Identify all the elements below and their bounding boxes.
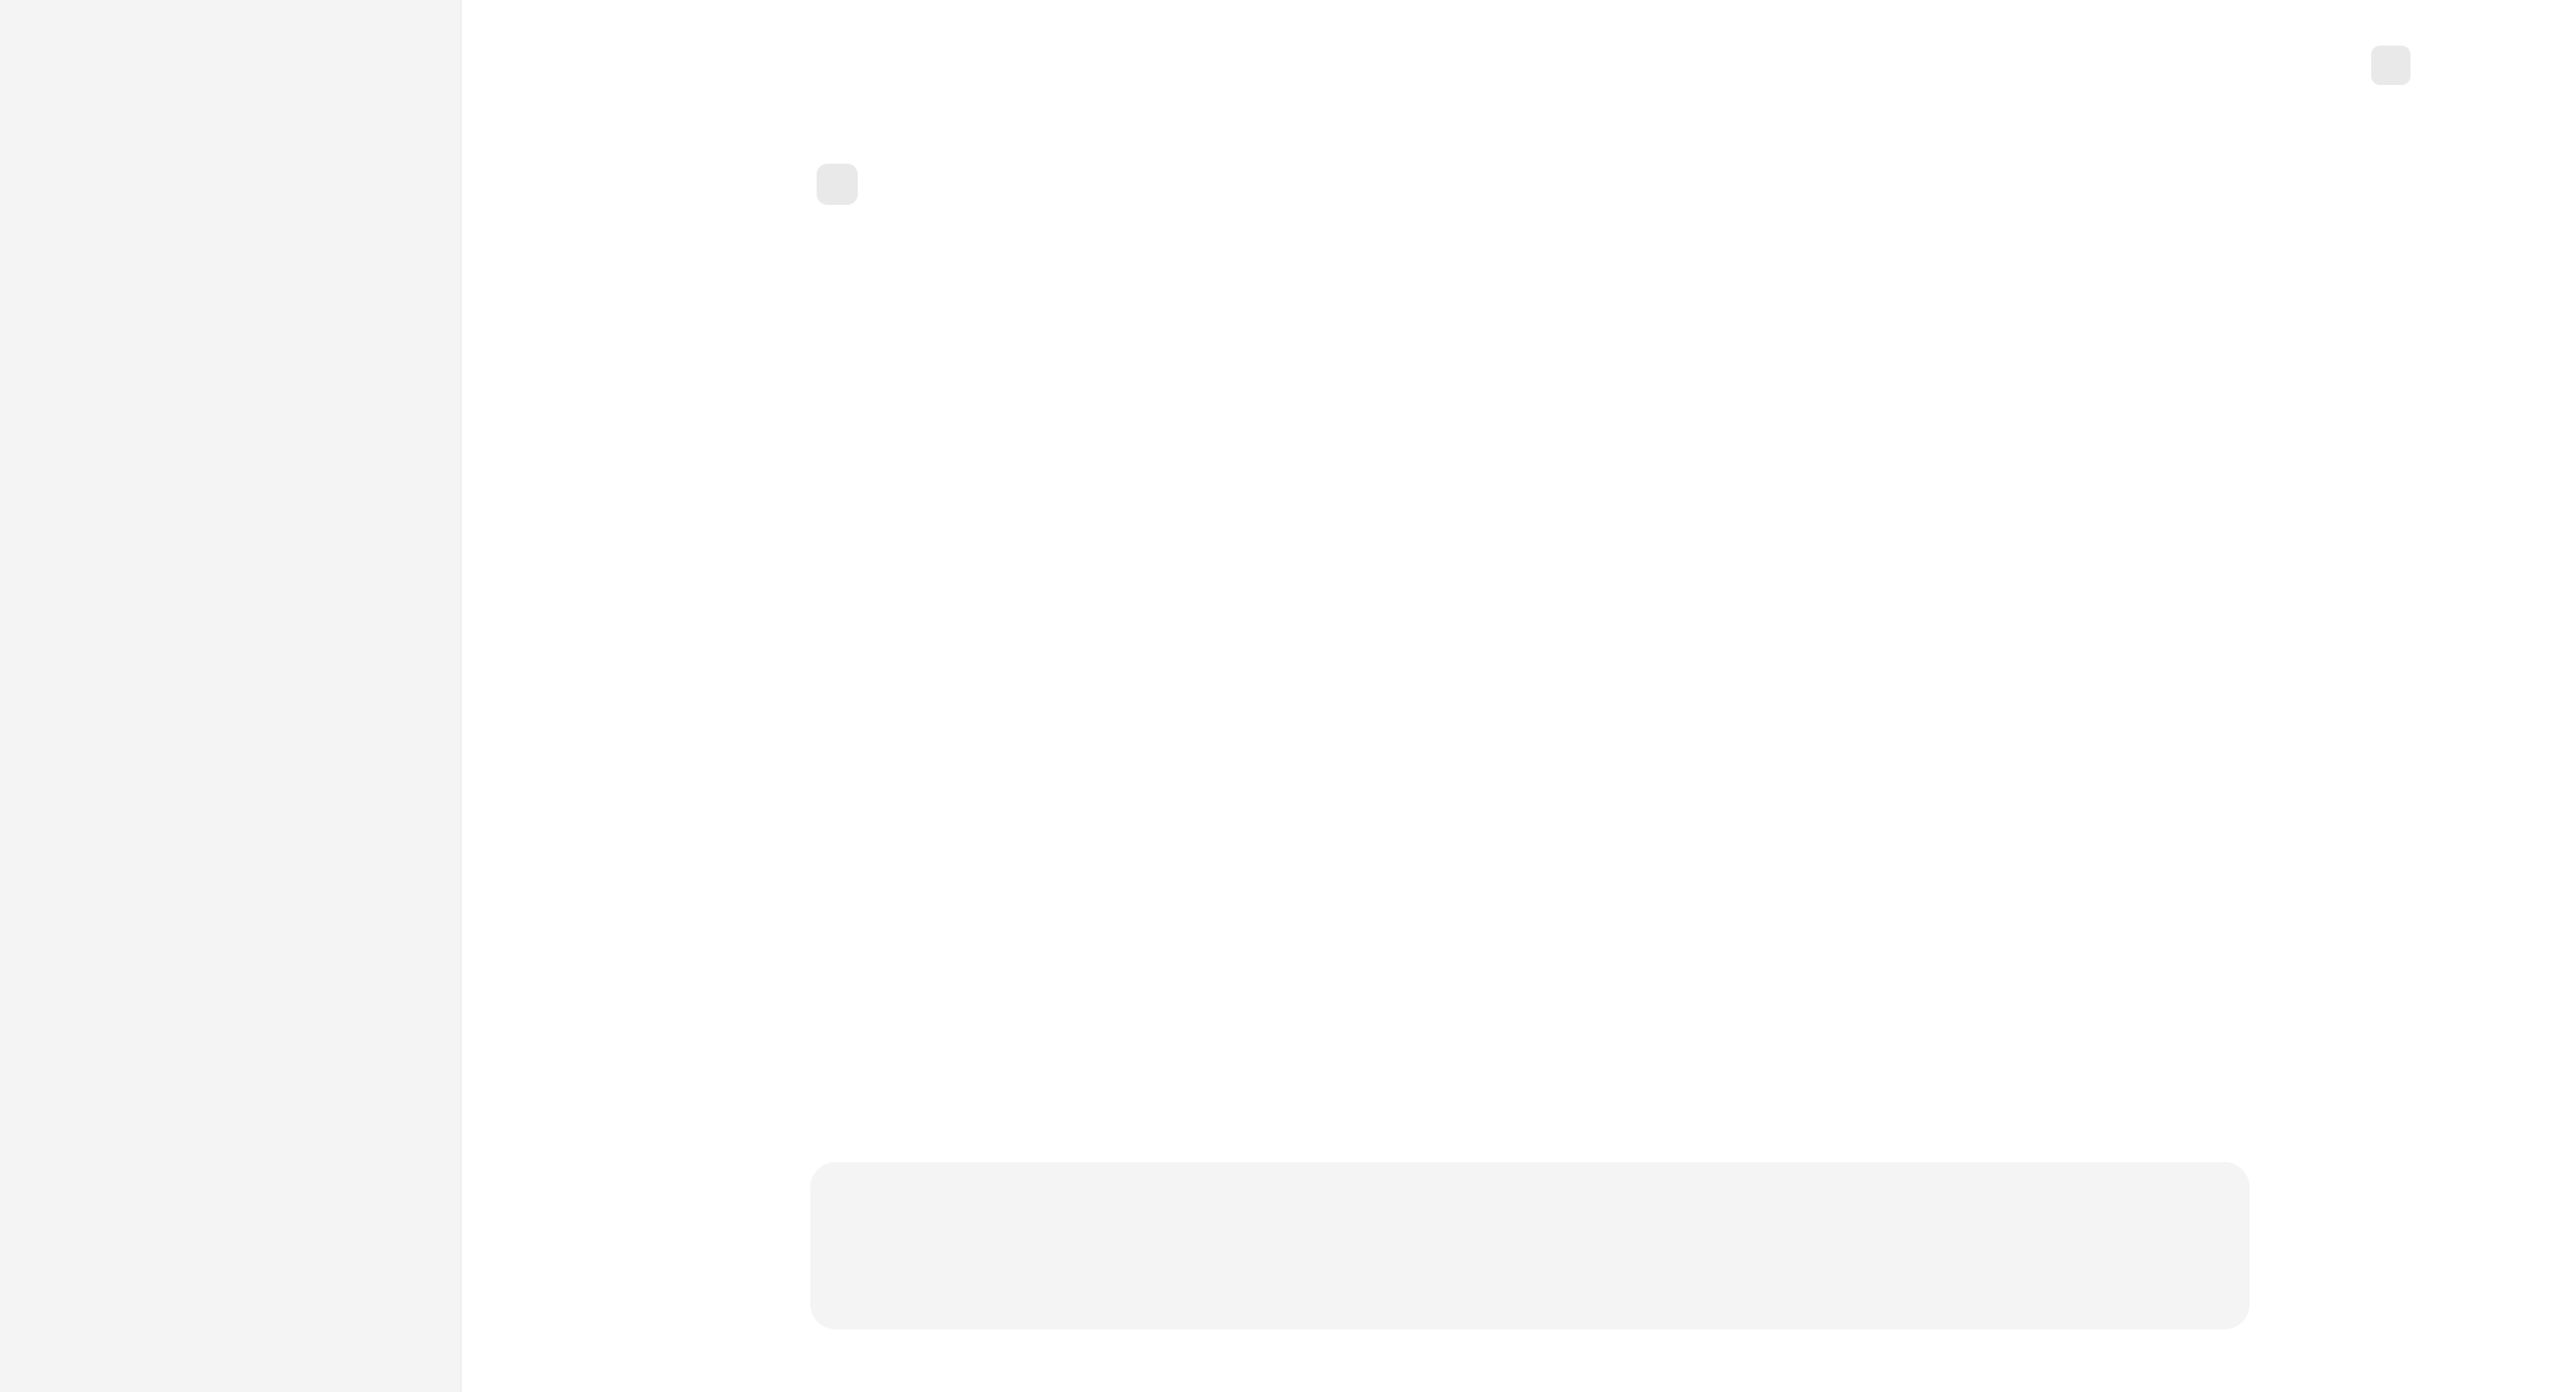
panel-left-icon[interactable] [552,47,580,75]
user-message-avatar [817,164,858,205]
composer [810,1162,2250,1329]
header-controls [2162,45,2503,86]
follow-up-input[interactable] [843,1185,2095,1230]
composer-toolbar [843,1272,2219,1310]
main-area [462,0,2576,1392]
status-dot-icon [32,1265,46,1278]
avatar [2371,46,2411,85]
sun-icon [2162,52,2190,80]
send-button[interactable] [2190,1277,2219,1306]
magisterium-logo-icon [817,292,861,326]
bell-icon[interactable] [2475,52,2503,80]
paperclip-icon[interactable] [843,1277,870,1305]
globe-icon [2264,52,2292,80]
user-message [817,164,883,205]
speaker-icon[interactable] [2128,229,2165,267]
language-selector[interactable] [2264,52,2303,80]
user-menu[interactable] [2371,46,2425,85]
sidebar [0,0,462,1392]
theme-toggle[interactable] [2162,52,2201,80]
status-indicator [32,1265,60,1278]
